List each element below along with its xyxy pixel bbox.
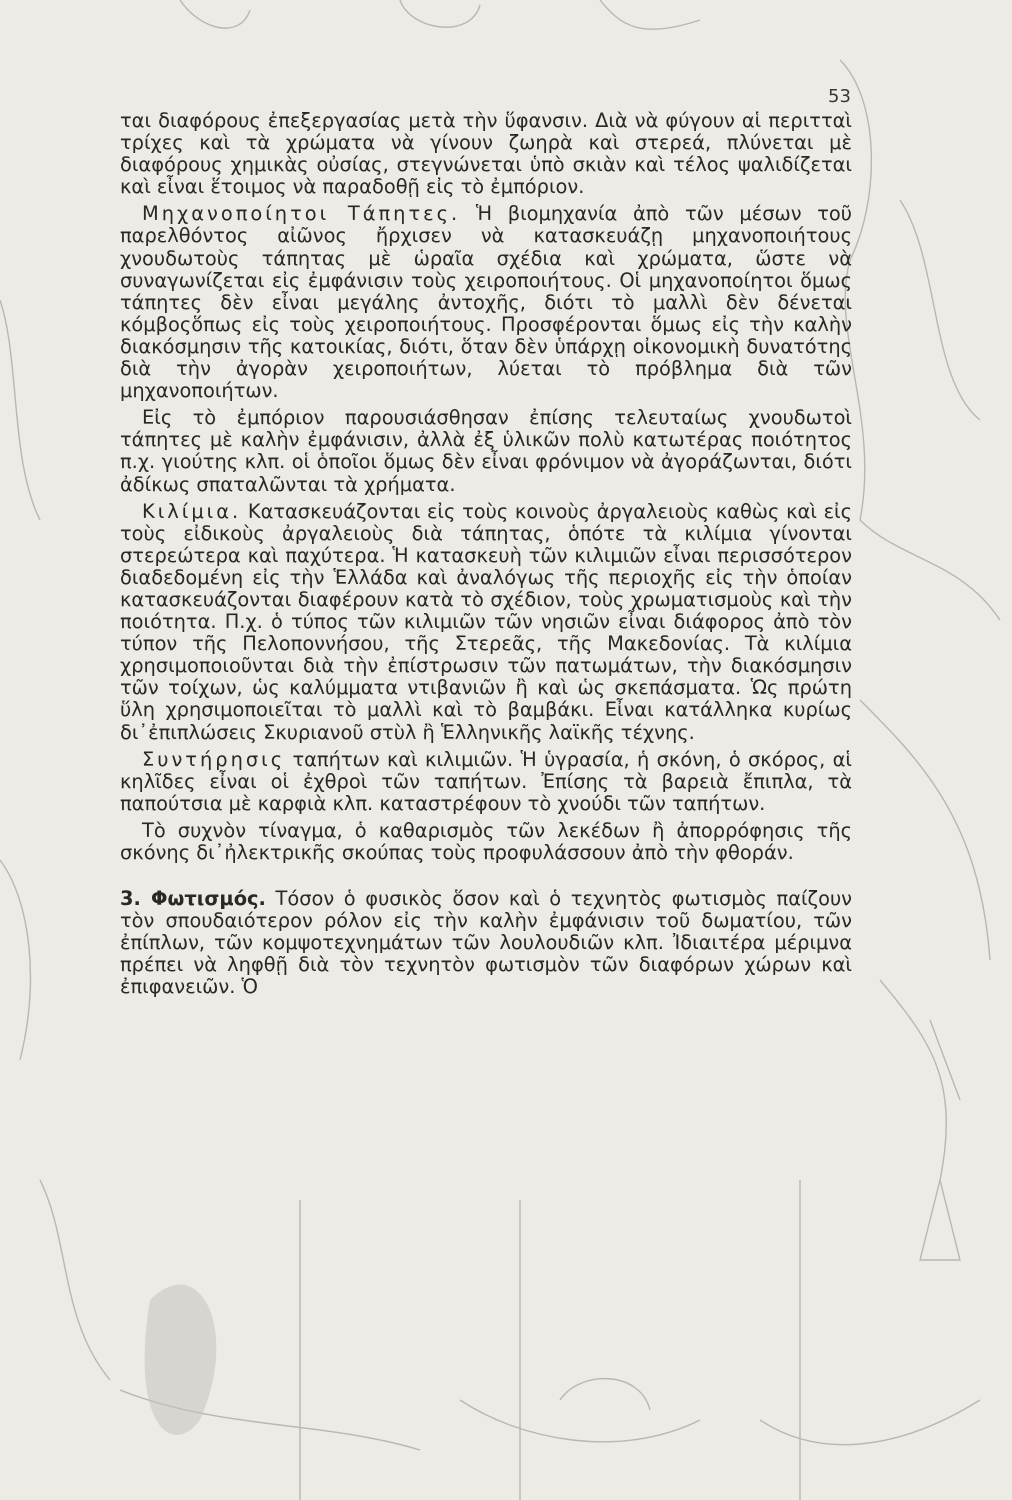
section-heading-kilims: Κιλίμια. bbox=[142, 499, 242, 523]
paragraph-3: Εἰς τὸ ἐμπόριον παρουσιάσθησαν ἐπίσης τελευταίως χνουδωτοὶ τάπητες μὲ καλὴν ἐμφάνισιν, ἀλλὰ ἐξ ὑλικῶν πολὺ κατωτέρας ποιότητος π.χ. γιούτης κλπ. οἱ ὁποῖοι ὅμως δὲν εἶναι φρόνιμον νὰ ἀγοράζωνται, διότι ἀδίκως σπαταλῶνται τὰ χρήματα. bbox=[120, 406, 852, 496]
paragraph-5-text: ταπήτων καὶ κιλιμιῶν. Ἡ ὑγρασία, ἡ σκόνη, ὁ σκόρος, αἱ κηλῖδες εἶναι οἱ ἐχθροὶ τῶν ταπήτων. Ἐπίσης τὰ βαρειὰ ἔπιπλα, τὰ παπούτσια μὲ καρφιὰ κλπ. καταστρέφουν τὸ χνούδι τῶν ταπήτων. bbox=[120, 747, 852, 815]
paragraph-7 bbox=[120, 888, 852, 998]
paragraph-2-text: Ἡ βιομηχανία ἀπὸ τῶν μέσων τοῦ παρελθόντος αἰῶνος ἤρχισεν νὰ κατασκευάζῃ μηχανοποιήτους χνουδωτοὺς τάπητας μὲ ὡραῖα σχέδια καὶ χρώματα, ὥστε νὰ συναγωνίζεται εἰς ἐμφάνισιν τοὺς χειροποιήτους. Οἱ μηχανοποίητοι ὅμως τάπητες δὲν εἶναι μεγάλης ἀντοχῆς, διότι τὸ μαλλὶ δὲν δένεται κόμβοςὅπως εἰς τοὺς χειροποιήτους. Προσφέρονται ὅμως εἰς τὴν καλὴν διακόσμησιν τῆς κατοικίας, διότι, ὅταν δὲν ὑπάρχῃ οἰκονομικὴ δυνατότης διὰ τὴν ἀγορὰν χειροποιήτων, λύεται τὸ πρόβλημα διὰ τῶν μηχανοποιήτων. bbox=[120, 202, 852, 403]
paragraph-5 bbox=[120, 749, 852, 815]
paragraph-7-text: Τόσον ὁ φυσικὸς ὅσον καὶ ὁ τεχνητὸς φωτισμὸς παίζουν τὸν σπουδαιότερον ρόλον εἰς τὴν καλὴν ἐμφάνισιν τοῦ δωματίου, τῶν ἐπίπλων, τῶν κομψοτεχνημάτων τῶν λουλουδιῶν κλπ. Ἰδιαιτέρα μέριμνα πρέπει νὰ ληφθῇ διὰ τὸν τεχνητὸν φωτισμὸν τῶν διαφόρων χώρων καὶ ἐπιφανειῶν. Ὁ bbox=[120, 887, 852, 999]
page-number: 53 bbox=[828, 86, 851, 107]
paragraph-1: ται διαφόρους ἐπεξεργασίας μετὰ τὴν ὕφανσιν. Διὰ νὰ φύγουν αἱ περιτταὶ τρίχες καὶ τὰ χρώματα νὰ γίνουν ζωηρὰ καὶ στερεά, πλύνεται μὲ διαφόρους χημικὰς οὐσίας, στεγνώνεται ὑπὸ σκιὰν καὶ τέλος ψαλιδίζεται καὶ εἶναι ἕτοιμος νὰ παραδοθῇ εἰς τὸ ἐμπόριον. bbox=[120, 109, 852, 199]
section-heading-machine-carpets: Μηχανοποίητοι Τάπητες. bbox=[142, 202, 461, 226]
section-heading-maintenance: Συντήρησις bbox=[142, 747, 286, 771]
paragraph-4-text: Κατασκευάζονται εἰς τοὺς κοινοὺς ἀργαλειοὺς καθὼς καὶ εἰς τοὺς εἰδικοὺς ἀργαλειοὺς διὰ τάπητας, ὁπότε τὰ κιλίμια γίνονται στερεώτερα καὶ παχύτερα. Ἡ κατασκευὴ τῶν κιλιμιῶν εἶναι περισσότερον διαδεδομένη εἰς τὴν Ἑλλάδα καὶ ἀναλόγως τῆς περιοχῆς εἰς τὴν ὁποίαν κατασκευάζονται διαφέρουν κατὰ τὸ σχέδιον, τοὺς χρωματισμοὺς καὶ τὴν ποιότητα. Π.χ. ὁ τύπος τῶν κιλιμιῶν τῶν νησιῶν εἶναι διάφορος ἀπὸ τὸν τύπον τῆς Πελοποννήσου, τῆς Στερεᾶς, τῆς Μακεδονίας. Τὰ κιλίμια χρησιμοποιοῦνται διὰ τὴν ἐπίστρωσιν τῶν πατωμάτων, τὴν διακόσμησιν τῶν τοίχων, ὡς καλύμματα ντιβανιῶν ἢ καὶ ὡς σκεπάσματα. Ὡς πρώτη ὕλη χρησιμοποιεῖται τὸ μαλλὶ καὶ τὸ βαμβάκι. Εἶναι κατάλληκα κυρίως δι᾽ἐπιπλώσεις Σκυριανοῦ στὺλ ἢ Ἑλληνικῆς λαϊκῆς τέχνης. bbox=[120, 499, 852, 744]
paragraph-2 bbox=[120, 203, 852, 402]
body-text bbox=[120, 110, 852, 999]
paragraph-4 bbox=[120, 501, 852, 744]
paragraph-6: Τὸ συχνὸν τίναγμα, ὁ καθαρισμὸς τῶν λεκέδων ἢ ἀπορρόφησις τῆς σκόνης δι᾽ἠλεκτρικῆς σκούπας τοὺς προφυλάσσουν ἀπὸ τὴν φθοράν. bbox=[120, 818, 852, 864]
section-heading-lighting: 3. Φωτισμός. bbox=[120, 887, 266, 911]
